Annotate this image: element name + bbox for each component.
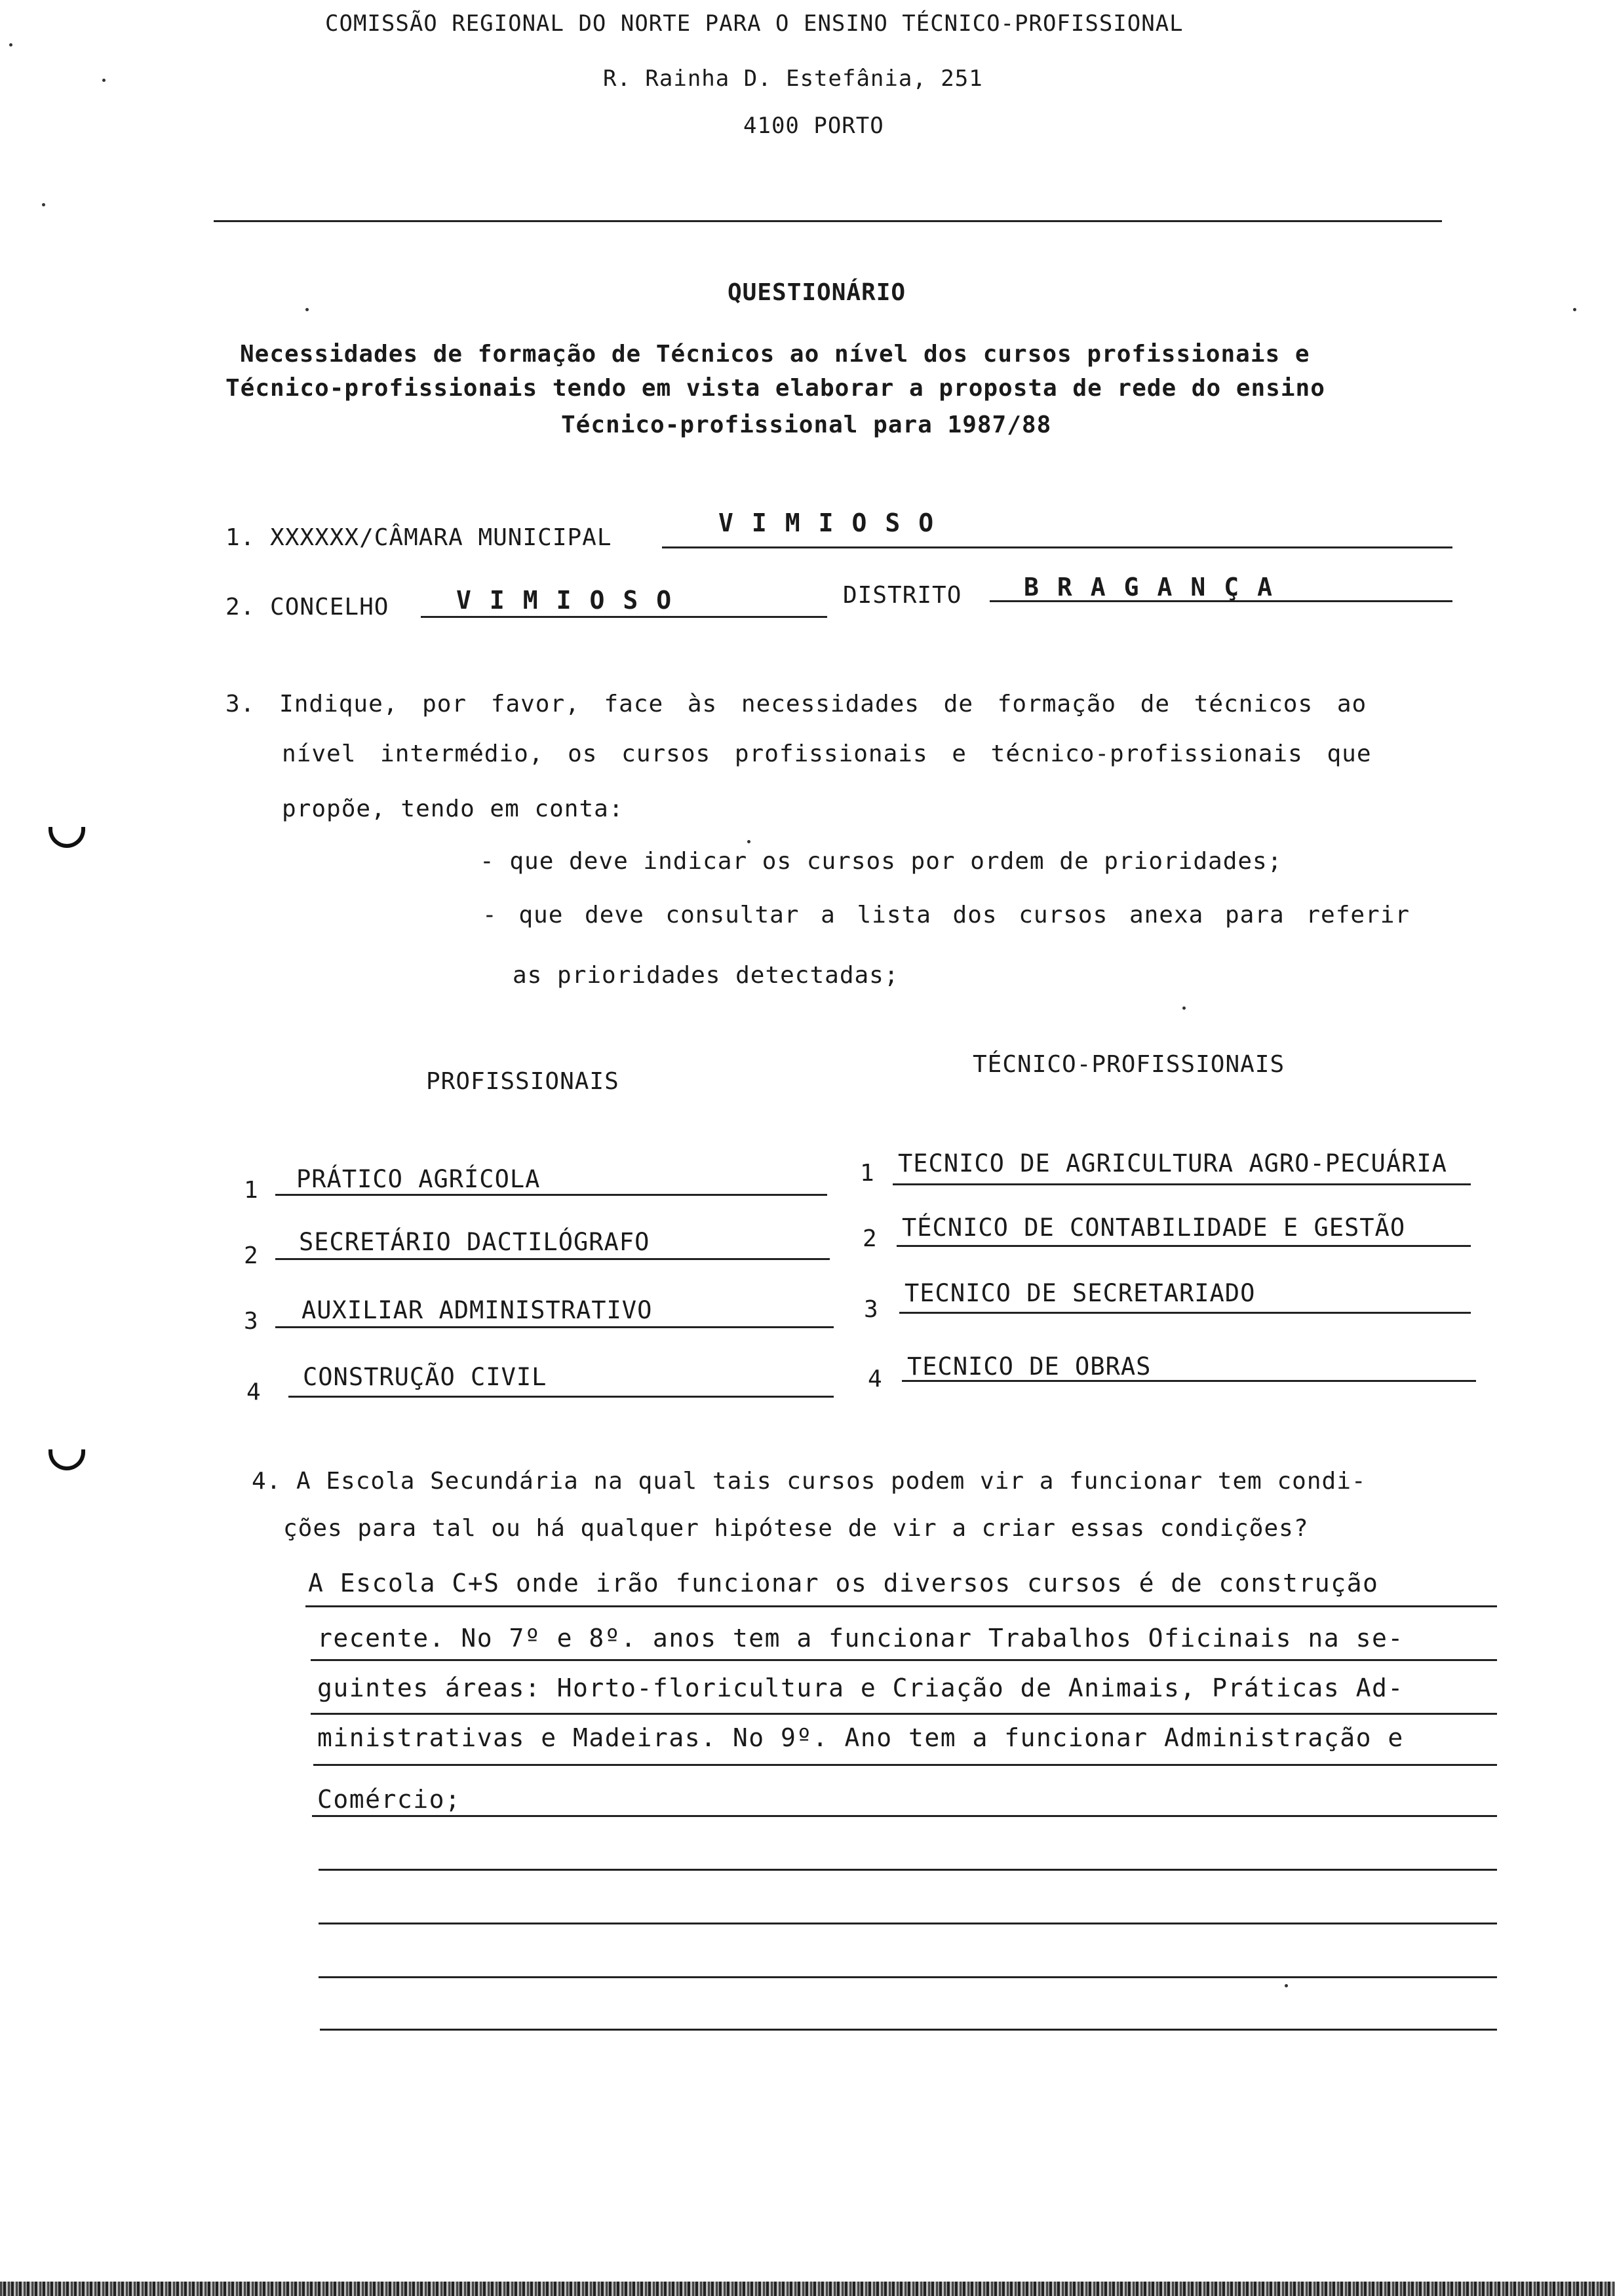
left-entry-line: [288, 1396, 834, 1398]
organization-name: COMISSÃO REGIONAL DO NORTE PARA O ENSINO TÉCNICO-PROFISSIONAL: [325, 10, 1184, 37]
left-entry-number: 3: [244, 1308, 258, 1335]
scan-speck: [42, 203, 45, 206]
scan-speck: [1182, 1006, 1186, 1010]
left-entry-line: [275, 1258, 830, 1260]
camara-municipal-label: 1. XXXXXX/CÂMARA MUNICIPAL: [225, 524, 612, 551]
tecnico-profissionais-header: TÉCNICO-PROFISSIONAIS: [973, 1051, 1285, 1078]
right-entry-line: [902, 1380, 1476, 1382]
question-3-bullet-1: - que deve indicar os cursos por ordem de prioridades;: [480, 848, 1283, 875]
blank-answer-rule: [319, 1923, 1497, 1924]
concelho-label: 2. CONCELHO: [225, 594, 389, 621]
scan-edge-noise: [0, 2282, 1615, 2296]
answer-line-3: guintes áreas: Horto-floricultura e Criação de Animais, Práticas Ad-: [317, 1674, 1404, 1702]
right-entry-line: [899, 1312, 1471, 1314]
left-entry-text: AUXILIAR ADMINISTRATIVO: [302, 1296, 653, 1324]
profissionais-header: PROFISSIONAIS: [426, 1068, 619, 1095]
question-4-line-2: ções para tal ou há qualquer hipótese de vir a criar essas condições?: [283, 1515, 1309, 1542]
punch-hole-mark-bottom: [49, 1449, 85, 1470]
right-entry-number: 3: [864, 1296, 878, 1323]
answer-rule: [311, 1659, 1497, 1661]
right-entry-number: 4: [868, 1366, 882, 1392]
city: 4100 PORTO: [743, 113, 884, 139]
header-divider: [214, 220, 1442, 222]
right-entry-line: [893, 1183, 1471, 1185]
answer-line-5: Comércio;: [317, 1785, 461, 1814]
scan-speck: [747, 840, 750, 843]
concelho-line: [421, 616, 827, 618]
question-4-line-1: 4. A Escola Secundária na qual tais cursos podem vir a funcionar tem condi-: [252, 1468, 1367, 1495]
right-entry-text: TECNICO DE AGRICULTURA AGRO-PECUÁRIA: [898, 1149, 1447, 1177]
blank-answer-rule: [319, 1976, 1497, 1978]
right-entry-text: TECNICO DE SECRETARIADO: [905, 1279, 1256, 1307]
right-entry-text: TECNICO DE OBRAS: [907, 1352, 1152, 1381]
right-entry-line: [897, 1245, 1471, 1247]
question-3-bullet-2-line-1: - que deve consultar a lista dos cursos anexa para referir: [482, 902, 1411, 928]
answer-line-1: A Escola C+S onde irão funcionar os diversos cursos é de construção: [308, 1569, 1379, 1598]
left-entry-number: 2: [244, 1242, 258, 1269]
right-entry-text: TÉCNICO DE CONTABILIDADE E GESTÃO: [902, 1214, 1406, 1242]
distrito-value: BRAGANÇA: [1024, 573, 1291, 602]
scan-speck: [1573, 308, 1576, 311]
left-entry-text: PRÁTICO AGRÍCOLA: [296, 1165, 541, 1193]
right-entry-number: 2: [863, 1225, 877, 1252]
question-3-line-1: 3. Indique, por favor, face às necessidades de formação de técnicos ao: [225, 691, 1367, 718]
answer-line-4: ministrativas e Madeiras. No 9º. Ano tem a funcionar Administração e: [317, 1723, 1404, 1752]
question-3-bullet-2-line-2: as prioridades detectadas;: [513, 962, 899, 989]
answer-rule: [312, 1815, 1497, 1817]
concelho-value: VIMIOSO: [456, 586, 690, 615]
subtitle-line-3: Técnico-profissional para 1987/88: [561, 411, 1052, 438]
left-entry-number: 4: [246, 1379, 261, 1406]
blank-answer-rule: [319, 1869, 1497, 1871]
subtitle-line-1: Necessidades de formação de Técnicos ao nível dos cursos profissionais e: [240, 341, 1310, 368]
question-3-line-3: propõe, tendo em conta:: [282, 795, 624, 822]
address: R. Rainha D. Estefânia, 251: [603, 66, 983, 92]
left-entry-text: CONSTRUÇÃO CIVIL: [303, 1363, 547, 1391]
scan-speck: [9, 43, 12, 47]
camara-municipal-line: [662, 546, 1452, 548]
scan-speck: [102, 79, 106, 82]
answer-line-2: recente. No 7º e 8º. anos tem a funcionar Trabalhos Oficinais na se-: [317, 1624, 1404, 1653]
answer-rule: [305, 1605, 1497, 1607]
left-entry-number: 1: [244, 1177, 258, 1204]
scan-speck: [1285, 1984, 1288, 1987]
answer-rule: [311, 1713, 1497, 1715]
distrito-line: [990, 600, 1452, 602]
left-entry-line: [275, 1194, 827, 1196]
answer-rule: [313, 1764, 1497, 1766]
camara-municipal-value: VIMIOSO: [718, 508, 952, 537]
left-entry-text: SECRETÁRIO DACTILÓGRAFO: [299, 1228, 650, 1256]
punch-hole-mark-top: [49, 827, 85, 848]
scan-speck: [305, 308, 309, 311]
distrito-label: DISTRITO: [843, 582, 962, 609]
question-3-line-2: nível intermédio, os cursos profissionais e técnico-profissionais que: [282, 740, 1372, 767]
right-entry-number: 1: [860, 1160, 874, 1187]
subtitle-line-2: Técnico-profissionais tendo em vista elaborar a proposta de rede do ensino: [225, 375, 1325, 402]
blank-answer-rule: [320, 2029, 1497, 2031]
page-title: QUESTIONÁRIO: [728, 279, 906, 306]
left-entry-line: [275, 1326, 834, 1328]
